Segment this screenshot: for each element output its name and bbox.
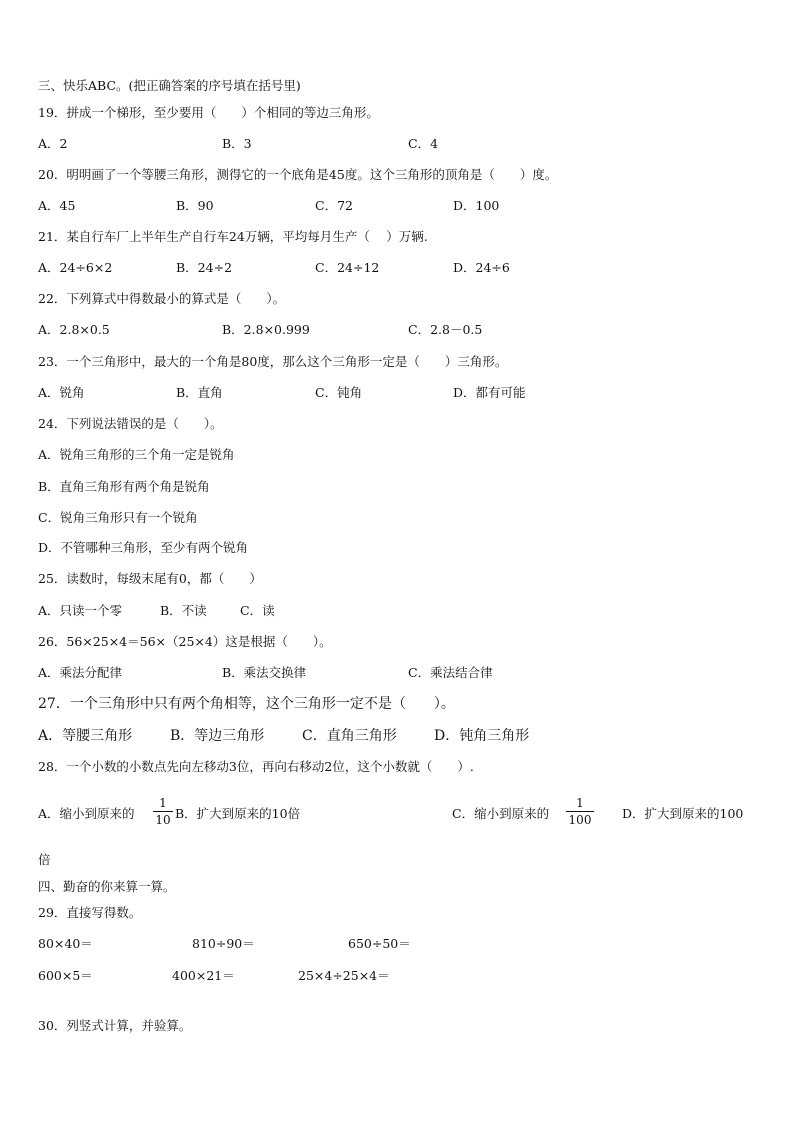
q19-option-b: B．3 xyxy=(222,136,252,151)
q28-fraction-c xyxy=(566,796,594,827)
q20-option-a: A．45 xyxy=(38,198,76,213)
q26-option-a: A．乘法分配律 xyxy=(38,665,123,680)
q27-option-c: C．直角三角形 xyxy=(302,728,397,744)
q28-stem: 28．一个小数的小数点先向左移动3位，再向右移动2位，这个小数就（ ）. xyxy=(38,759,474,774)
fraction-bar xyxy=(153,811,173,812)
q20-stem: 20．明明画了一个等腰三角形，测得它的一个底角是45度。这个三角形的顶角是（ ）度。 xyxy=(38,167,558,182)
q22-option-c: C．2.8－0.5 xyxy=(408,322,483,337)
q28-fraction-c-numerator: 1 xyxy=(576,796,584,810)
q25-stem: 25．读数时，每级末尾有0，都（ ） xyxy=(38,571,262,586)
q29-expression: 25×4÷25×4＝ xyxy=(298,968,390,983)
q21-stem: 21．某自行车厂上半年生产自行车24万辆，平均每月生产（ ）万辆. xyxy=(38,229,428,244)
q25-option-c: C．读 xyxy=(240,603,275,618)
q28-option-d-continuation: 倍 xyxy=(38,852,51,867)
q27-option-d: D．钝角三角形 xyxy=(434,728,530,744)
q28-fraction-a xyxy=(153,796,173,827)
q25-option-a: A．只读一个零 xyxy=(38,603,123,618)
q24-stem: 24．下列说法错误的是（ ）。 xyxy=(38,416,223,431)
q28-option-b: B．扩大到原来的10倍 xyxy=(175,806,301,821)
q23-stem: 23．一个三角形中，最大的一个角是80度，那么这个三角形一定是（ ）三角形。 xyxy=(38,354,508,369)
q24-option-b: B．直角三角形有两个角是锐角 xyxy=(38,479,210,494)
q29-expression: 600×5＝ xyxy=(38,968,93,983)
q28-option-d: D．扩大到原来的100 xyxy=(622,806,744,821)
q23-option-c: C．钝角 xyxy=(315,385,363,400)
q24-option-a: A．锐角三角形的三个角一定是锐角 xyxy=(38,447,235,462)
fraction-bar xyxy=(566,811,594,812)
q23-option-b: B．直角 xyxy=(176,385,223,400)
q29-expression: 810÷90＝ xyxy=(192,936,255,951)
q28-fraction-a-denominator: 10 xyxy=(155,813,171,827)
q29-expression: 650÷50＝ xyxy=(348,936,411,951)
q29-expression: 400×21＝ xyxy=(172,968,235,983)
q21-option-b: B．24÷2 xyxy=(176,260,233,275)
q24-option-c: C．锐角三角形只有一个锐角 xyxy=(38,510,198,525)
q21-option-a: A．24÷6×2 xyxy=(38,260,113,275)
section-3-title: 三、快乐ABC。(把正确答案的序号填在括号里) xyxy=(38,78,301,93)
section-4-title: 四、勤奋的你来算一算。 xyxy=(38,879,176,894)
q21-option-c: C．24÷12 xyxy=(315,260,380,275)
q23-option-d: D．都有可能 xyxy=(453,385,526,400)
q20-option-d: D．100 xyxy=(453,198,500,213)
q28-option-a: A．缩小到原来的 xyxy=(38,806,135,821)
q20-option-c: C．72 xyxy=(315,198,353,213)
q22-option-a: A．2.8×0.5 xyxy=(38,322,110,337)
q28-fraction-c-denominator: 100 xyxy=(568,813,592,827)
q20-option-b: B．90 xyxy=(176,198,214,213)
q27-option-b: B．等边三角形 xyxy=(170,728,265,744)
q21-option-d: D．24÷6 xyxy=(453,260,510,275)
q24-option-d: D．不管哪种三角形，至少有两个锐角 xyxy=(38,540,249,555)
q26-stem: 26．56×25×4＝56×（25×4）这是根据（ ）。 xyxy=(38,634,332,649)
q26-option-b: B．乘法交换律 xyxy=(222,665,307,680)
q23-option-a: A．锐角 xyxy=(38,385,85,400)
q27-stem: 27．一个三角形中只有两个角相等，这个三角形一定不是（ ）。 xyxy=(38,696,455,712)
q29-expression: 80×40＝ xyxy=(38,936,93,951)
q19-stem: 19．拼成一个梯形，至少要用（ ）个相同的等边三角形。 xyxy=(38,105,379,120)
q30-stem: 30．列竖式计算，并验算。 xyxy=(38,1018,192,1033)
q27-option-a: A．等腰三角形 xyxy=(38,728,133,744)
q22-option-b: B．2.8×0.999 xyxy=(222,322,310,337)
q26-option-c: C．乘法结合律 xyxy=(408,665,493,680)
q29-stem: 29．直接写得数。 xyxy=(38,905,142,920)
q19-option-c: C．4 xyxy=(408,136,439,151)
q25-option-b: B．不读 xyxy=(160,603,207,618)
q28-fraction-a-numerator: 1 xyxy=(159,796,167,810)
q22-stem: 22．下列算式中得数最小的算式是（ ）。 xyxy=(38,291,286,306)
q28-option-c: C．缩小到原来的 xyxy=(452,806,550,821)
q19-option-a: A．2 xyxy=(38,136,68,151)
